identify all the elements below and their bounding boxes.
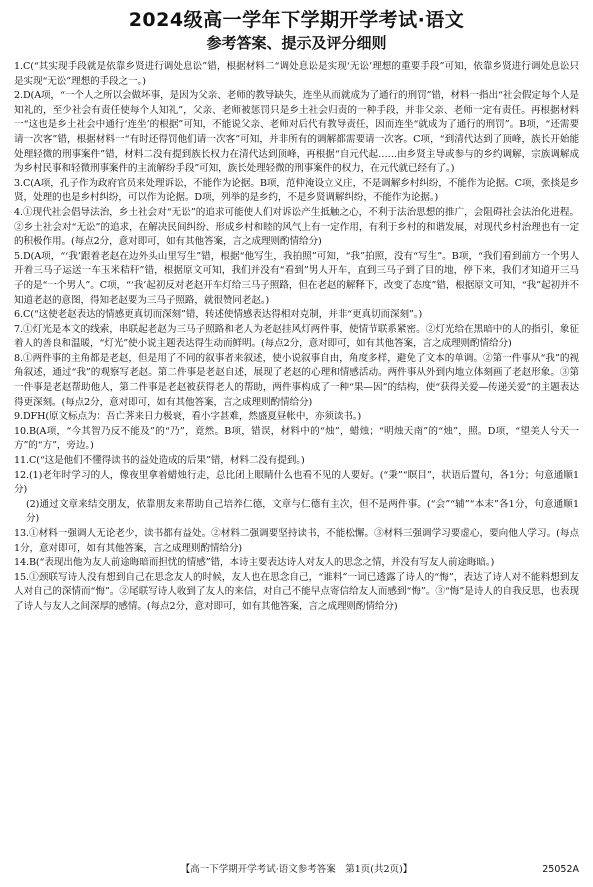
answer-text: 7.①灯光是本文的线索，串联起老赵为三马子照路和老人为老赵挂风灯两件事，使情节联系紧密。②灯光给在黑暗中的人的指引，象征着人的善良和温暖，“灯光”使小说主题表达得生动而鲜明。(每点2分，意对即可，如有其他答案，言之成理则酌情给分) [14, 323, 579, 350]
answer-text: 11.C(“这是他们不懂得读书的益处造成的后果”错，材料二没有提到。) [14, 455, 305, 467]
answer-text: 5.D(A项，“‘我’跟着老赵在边外头山里写生”错，根据“他写生，我拍照”可知，“我”拍照，没有“写生”。B项，“我们看到前方一个男人开着三马子运送一车玉米秸秆”错，根据原文可知，我们并没有“看到”男人开车，直到三马子到了目的地，停下来，我们才知道开三马子的是“一个男人”。C项，“‘我’起初反对老赵开车灯给三马子照路，但在老赵的解释下，改变了态度”错，根据原文可知，“我”起初并不知道老赵的意图，得知老赵要为三马子照路，就很赞同老赵。) [14, 250, 579, 306]
answer-item-6 [14, 308, 579, 323]
footer-text: 【高一下学期开学考试·语文参考答案 第1页(共2页)】 [180, 864, 413, 875]
footer-code: 25052A [542, 864, 579, 875]
answer-text: 14.B(“表现出他为友人前途晦暗而担忧的情感”错，本诗主要表达诗人对友人的思念之情，并没有写友人前途晦暗。) [14, 557, 495, 569]
answer-text: 3.C(A项，孔子作为政府官员来处理诉讼，不能作为论据。B项，范仲淹设立义庄，不是调解乡村纠纷，不能作为论据。C项，张掞是乡贤，处理的也是乡村纠纷，可以作为论据。D项，列举的是乡约，不是乡贤调解纠纷，不能作为论据。) [14, 177, 579, 204]
page-footer [14, 863, 579, 877]
answer-item-5 [14, 250, 579, 308]
answer-item-8 [14, 352, 579, 410]
answer-item-2 [14, 89, 579, 177]
answer-list [14, 60, 579, 615]
answer-item-11 [14, 454, 579, 469]
answer-text: 4.①现代社会倡导法治，乡土社会对“无讼”的追求可能使人们对诉讼产生抵触之心，不利于法治思想的推广，会阻碍社会法治化进程。②乡土社会对“无讼”的追求，在解决民间纠纷、形成乡村和睦的风气上有一定作用，有利于乡村的和谐发展，对现代乡村治理也有一定的积极作用。(每点2分，意对即可，如有其他答案，言之成理则酌情给分) [14, 206, 579, 248]
answer-item-3 [14, 177, 579, 206]
answer-text: 15.①颈联写诗人没有想到自己在思念友人的时候，友人也在思念自己，“谁料”一词已透露了诗人的“悔”，表达了诗人对不能料想到友人对自己的深情而“悔”。②尾联写诗人收到了友人的来信，对自己不能早点寄信给友人而感到“悔”。③“悔”是诗人的自我反思，也表现了诗人与友人之间深厚的感情。(每点2分，意对即可，如有其他答案，言之成理则酌情给分) [14, 571, 579, 612]
answer-text: 2.D(A项，“一个人之所以会做坏事，是因为父亲、老师的教导缺失，连坐从而就成为了通行的刑罚”错，材料一指出“社会假定每个人是知礼的，至少社会有责任使每个人知礼”，父亲、老师被惩罚只是乡土社会归责的一种手段，并非父亲、老师一定有责任。再根据材料一“这也是乡土社会中通行‘连坐’的根据”可知，不能说父亲、老师对后代有教导责任，因而连坐“就成为了通行的刑罚”。B项，“还需要请一次客”错，根据材料一“有时还得罚他们请一次客”可知，并非所有的调解都需要请一次客。C项，“到清代达到了顶峰，族长开始能处理轻微的刑事案件”错，材料二没有提到族长权力在清代达到顶峰，再根据“自元代起……由乡贤主导或参与的乡约调解，宗族调解成为乡村民事和轻微刑事案件的主流解纷手段”可知，族长处理轻微的刑事案件的权力，在元代就已经有了。) [14, 90, 579, 175]
answer-item-9 [14, 410, 579, 425]
answer-item-10 [14, 425, 579, 454]
answer-item-14 [14, 556, 579, 571]
answer-text: 12.(1)老年时学习的人，像夜里拿着蜡烛行走，总比闭上眼睛什么也看不见的人要好。(“秉”“瞑目”，状语后置句，各1分；句意通顺1分) [14, 469, 579, 496]
answer-item-1 [14, 60, 579, 89]
answer-text: 8.①两件事的主角都是老赵，但是用了不同的叙事者来叙述，使小说叙事自由，角度多样，避免了文本的单调。②第一件事从“我”的视角叙述，通过“我”的观察写老赵。第二件事是老赵自述，展现了老赵的心理和情感活动。两件事从外到内地立体刻画了老赵形象。③第一件事是老赵帮助他人，第二件事是老赵被获得老人的帮助，两件事构成了一种“果—因”的结构，使“获得关爱—传递关爱”的主题表达得更深刻。(每点2分，意对即可，如有其他答案，言之成理则酌情给分) [14, 352, 579, 408]
answer-item-15 [14, 571, 579, 615]
answer-text: 10.B(A项，“今其智乃反不能及”的“乃”，竟然。B项，错误，材料中的“烛”，蜡烛；“明烛天南”的“烛”，照。D项，“望美人兮天一方”的“方”，旁边。) [14, 425, 579, 452]
page-subtitle: 参考答案、提示及评分细则 [206, 34, 387, 52]
answer-item-7 [14, 323, 579, 352]
answer-text: 1.C(“其实现手段就是依靠乡贤进行调处息讼”错，根据材料二“调处息讼是实现‘无讼’理想的重要手段”可知，依靠乡贤进行调处息讼只是实现“无讼”理想的手段之一。) [14, 61, 579, 87]
answer-text: 9.DFH(原文标点为：吾亡荠来日力极衰，看小字甚难，然盛夏昼帐中，亦须读书。) [14, 411, 362, 423]
answer-item-12 [14, 469, 579, 498]
answer-item-13 [14, 527, 579, 556]
answer-text: 6.C(“这使老赵表达的情感更真切而深刻”错，转述使情感表达得相对克制，并非“更真切而深刻”。) [14, 309, 423, 321]
page-title: 2024级高一学年下学期开学考试·语文 [128, 9, 465, 31]
answer-text: 13.①材料一强调人无论老少，读书都有益处。②材料二强调要坚持读书，不能松懈。③材料三强调学习要虚心，要向他人学习。(每点1分，意对即可，如有其他答案，言之成理则酌情给分) [14, 528, 579, 554]
answer-subitem-12: (2)通过文章来结交朋友，依靠朋友来帮助自己培养仁德，文章与仁德有主次，但不是两件事。(“会”“辅”“本末”各1分，句意通顺1分) [26, 498, 579, 525]
answer-item-4 [14, 206, 579, 250]
